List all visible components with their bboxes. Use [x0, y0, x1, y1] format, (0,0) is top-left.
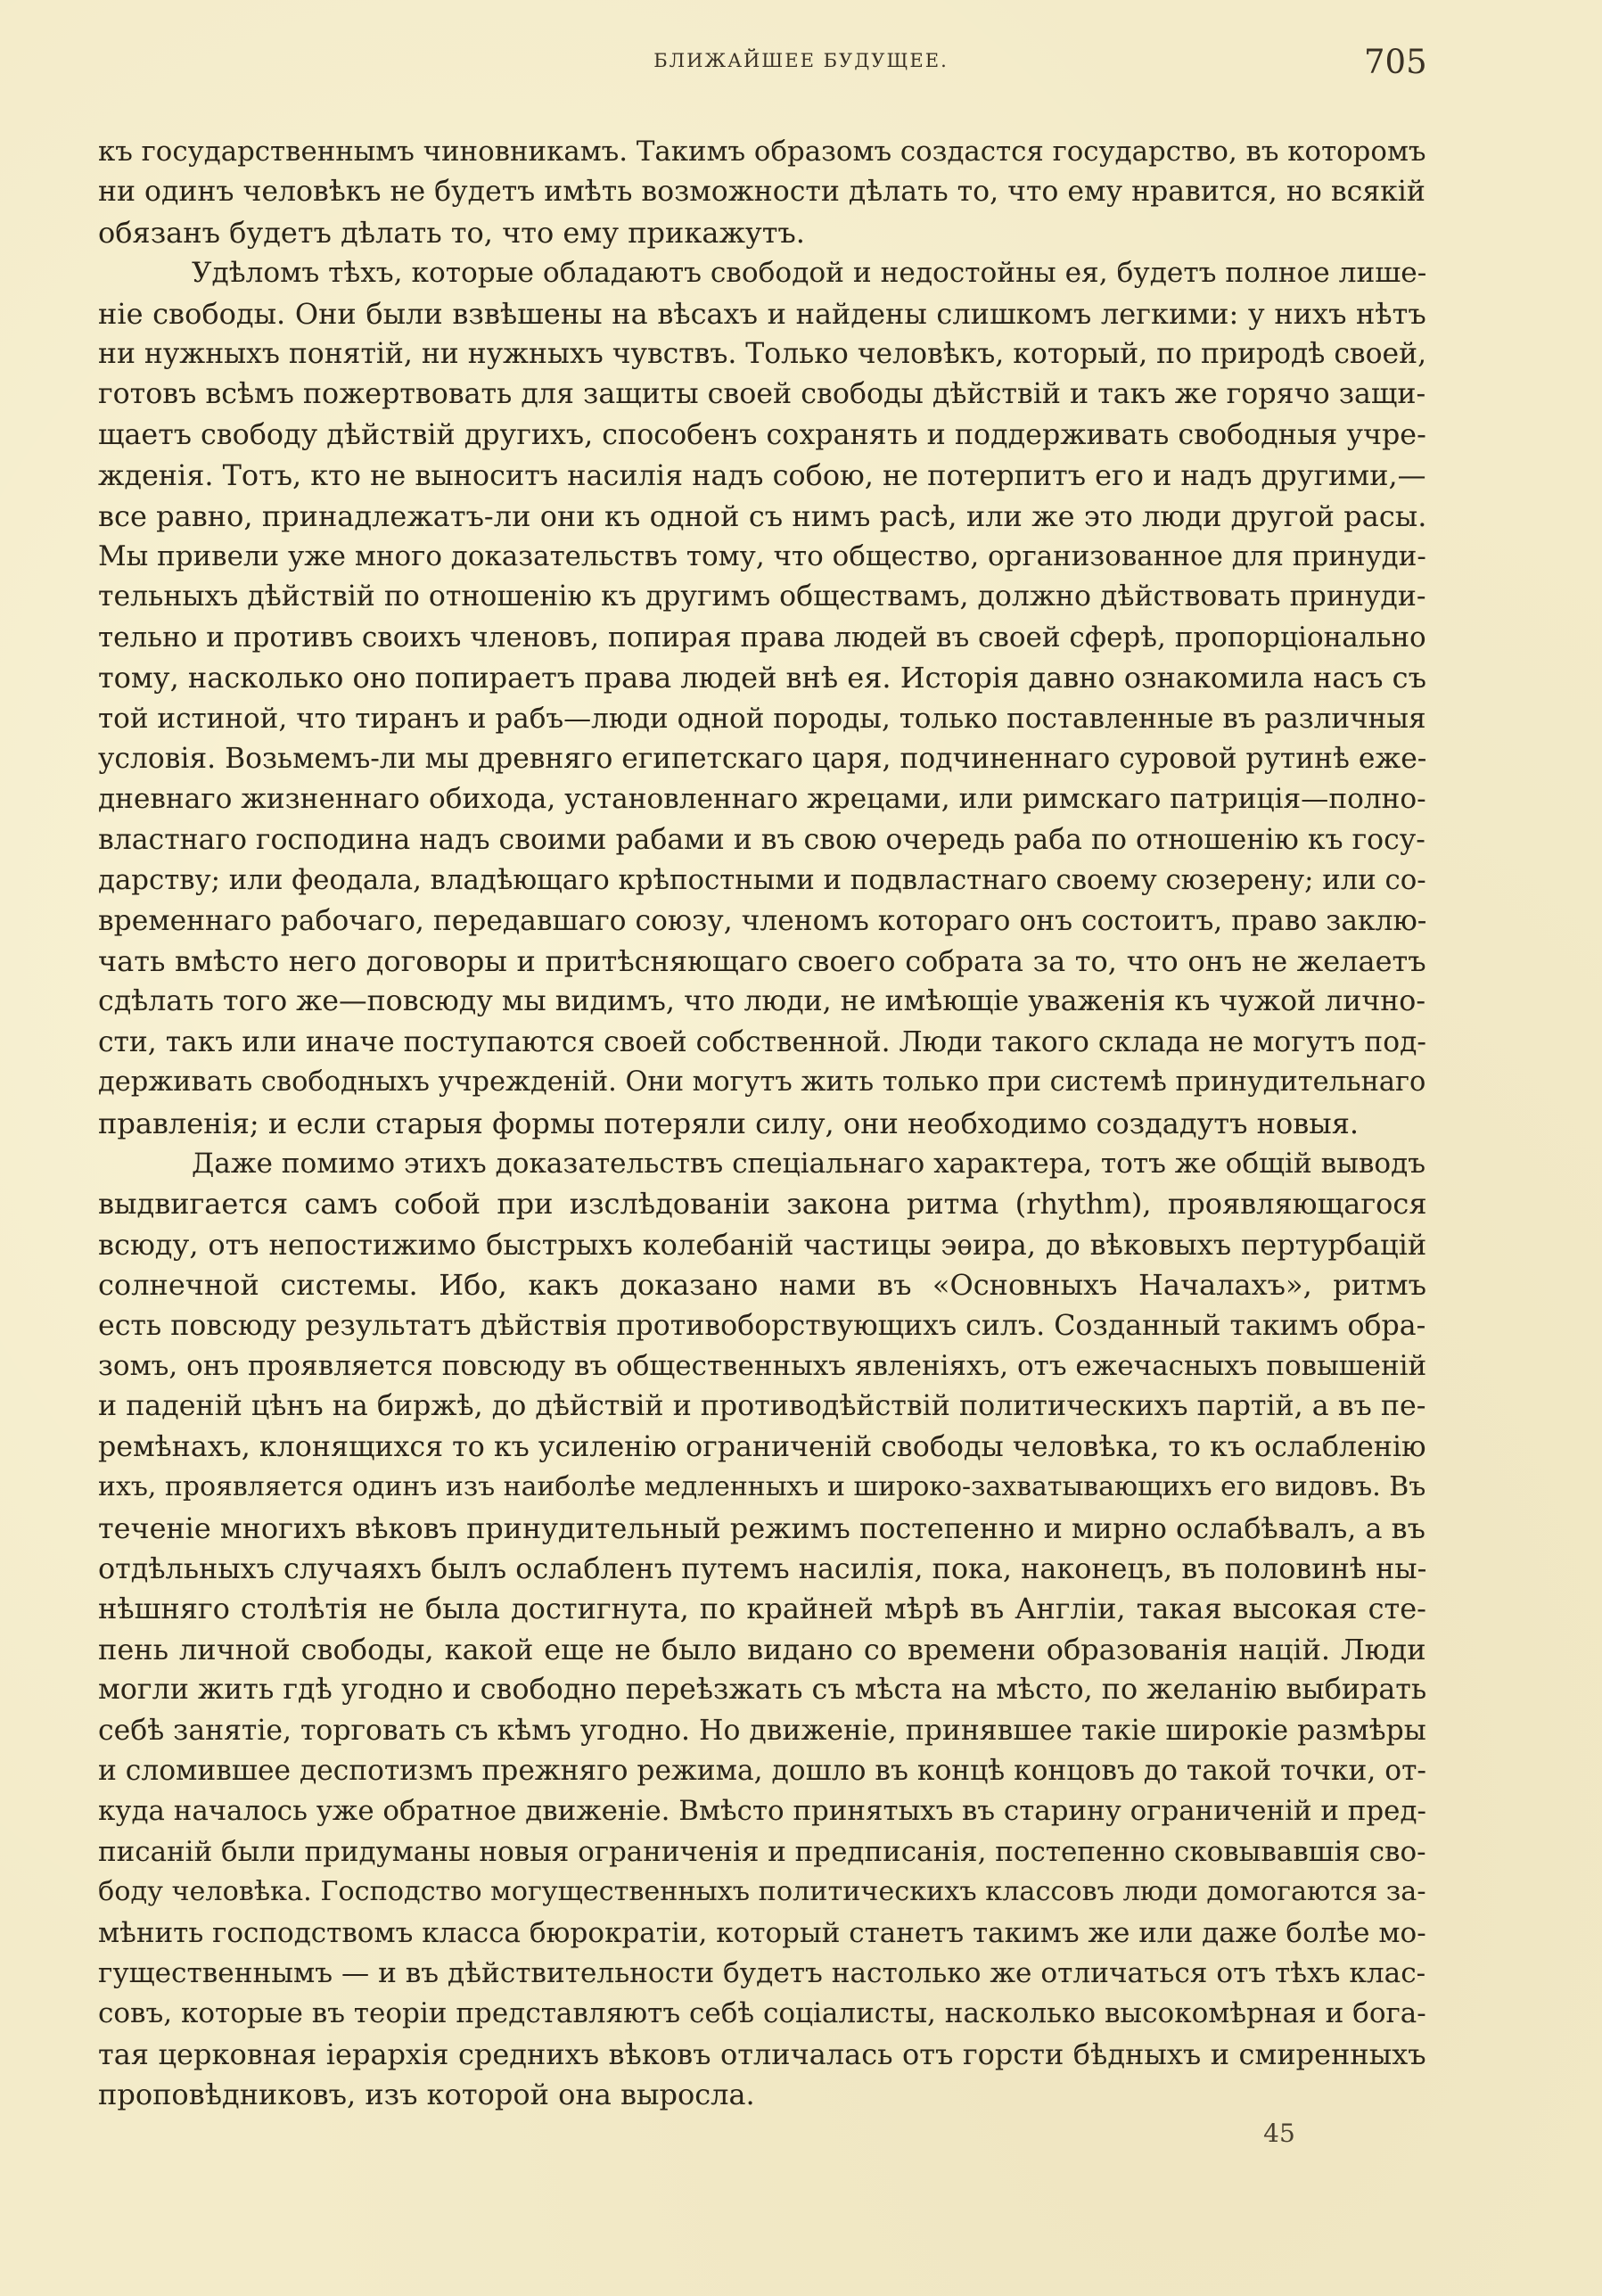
text-line: нѣшняго столѣтія не была достигнута, по крайней мѣрѣ въ Англіи, такая высокая сте- [98, 1592, 1426, 1626]
text-line: дневнаго жизненнаго обихода, установленнаго жрецами, или римскаго патриція—полно- [98, 783, 1426, 816]
text-line: правленія; и если старыя формы потеряли силу, они необходимо создадутъ новыя. [98, 1106, 1360, 1140]
text-line: есть повсюду результатъ дѣйствія противоборствующихъ силъ. Созданный такимъ обра- [98, 1309, 1426, 1342]
text-line: сти, такъ или иначе поступаются своей собственной. Люди такого склада не могутъ под- [98, 1025, 1426, 1058]
text-line: щаетъ свободу дѣйствій другихъ, способенъ сохранять и поддерживать свободныя учре- [98, 418, 1426, 451]
text-line: все равно, принадлежатъ-ли они къ одной съ нимъ расѣ, или же это люди другой расы. [98, 498, 1427, 533]
text-line: обязанъ будетъ дѣлать то, что ему прикажутъ. [98, 215, 805, 250]
text-line: Мы привели уже много доказательствъ тому, что общество, организованное для принуди- [98, 540, 1426, 572]
text-line: тельно и противъ своихъ членовъ, попирая права людей въ своей сферѣ, пропорціонально [98, 621, 1426, 654]
text-line: временнаго рабочаго, передавшаго союзу, членомъ котораго онъ состоитъ, право заклю- [98, 904, 1427, 937]
text-line: тому, насколько оно попираетъ права людей внѣ ея. Исторія давно ознакомила насъ съ [98, 661, 1426, 695]
text-line: чать вмѣсто него договоры и притѣсняющаго своего собрата за то, что онъ не желаетъ [98, 944, 1426, 978]
text-line: совъ, которые въ теоріи представляютъ себѣ соціалисты, насколько высокомѣрная и бога- [98, 1997, 1426, 2030]
text-line: могли жить гдѣ угодно и свободно переѣзжать съ мѣста на мѣсто, по желанію выбирать [98, 1673, 1427, 1707]
text-line: гущественнымъ — и въ дѣйствительности будетъ настолько же отличаться отъ тѣхъ клас- [98, 1957, 1426, 1989]
page-number: 705 [1364, 43, 1427, 81]
text-line: и паденій цѣнъ на биржѣ, до дѣйствій и противодѣйствій политическихъ партій, а въ пе- [98, 1390, 1426, 1423]
text-line: ніе свободы. Они были взвѣшены на вѣсахъ и найдены слишкомъ легкими: у нихъ нѣтъ [98, 296, 1426, 331]
text-line: зомъ, онъ проявляется повсюду въ общественныхъ явленіяхъ, отъ ежечасныхъ повышеній [98, 1350, 1427, 1382]
text-line: властнаго господина надъ своими рабами и въ свою очередь раба по отношенію къ госу- [98, 823, 1425, 856]
paragraph-first-line: Даже помимо этихъ доказательствъ спеціальнаго характера, тотъ же общій выводъ [192, 1148, 1426, 1180]
text-line: проповѣдниковъ, изъ которой она выросла. [98, 2078, 755, 2112]
text-line: тельныхъ дѣйствій по отношенію къ другимъ обществамъ, должно дѣйствовать принуди- [98, 580, 1426, 613]
text-line: къ государственнымъ чиновникамъ. Такимъ образомъ создастся государство, въ которомъ [98, 136, 1426, 168]
paragraph-first-line: Удѣломъ тѣхъ, которые обладаютъ свободой и недостойны ея, будетъ полное лише- [192, 257, 1427, 290]
text-line: ни одинъ человѣкъ не будетъ имѣть возможности дѣлать то, что ему нравится, но всякій [98, 176, 1425, 209]
running-title: БЛИЖАЙШЕЕ БУДУЩЕЕ. [653, 50, 949, 71]
text-line: держивать свободныхъ учрежденій. Они могутъ жить только при системѣ принудительнаго [98, 1066, 1426, 1099]
text-line: теченіе многихъ вѣковъ принудительный режимъ постепенно и мирно ослабѣвалъ, а въ [98, 1510, 1425, 1545]
signature-mark: 45 [1263, 2119, 1295, 2148]
text-line: ни нужныхъ понятій, ни нужныхъ чувствъ. Только человѣкъ, который, по природѣ своей, [98, 338, 1427, 370]
text-line: выдвигается самъ собой при изслѣдованіи закона ритма (rhythm), проявляющагося [98, 1187, 1427, 1222]
text-line: готовъ всѣмъ пожертвовать для защиты своей свободы дѣйствій и такъ же горячо защи- [98, 378, 1426, 411]
text-line: жденія. Тотъ, кто не выноситъ насилія надъ собою, не потерпитъ его и надъ другими,— [98, 458, 1426, 493]
text-line: куда началось уже обратное движеніе. Вмѣсто принятыхъ въ старину ограниченій и пред- [98, 1795, 1426, 1828]
text-line: всюду, отъ непостижимо быстрыхъ колебаній частицы эѳира, до вѣковыхъ пертурбацій [98, 1227, 1427, 1262]
text-line: и сломившее деспотизмъ прежняго режима, дошло въ концѣ концовъ до такой точки, от- [98, 1755, 1426, 1787]
text-line: отдѣльныхъ случаяхъ былъ ослабленъ путемъ насилія, пока, наконецъ, въ половинѣ ны- [98, 1551, 1427, 1585]
text-line: пень личной свободы, какой еще не было видано со времени образованія націй. Люди [98, 1632, 1426, 1666]
text-line: себѣ занятіе, торговать съ кѣмъ угодно. Но движеніе, принявшее такіе широкіе размѣры [98, 1714, 1426, 1747]
text-line: боду человѣка. Господство могущественныхъ политическихъ классовъ люди домогаются за- [98, 1876, 1426, 1908]
text-line: ихъ, проявляется одинъ изъ наиболѣе медленныхъ и широко-захватывающихъ его видовъ. Въ [98, 1471, 1426, 1503]
text-line: писаній были придуманы новыя ограниченія и предписанія, постепенно сковывавшія сво- [98, 1835, 1426, 1868]
text-line: мѣнить господствомъ класса бюрократіи, который станетъ такимъ же или даже болѣе мо- [98, 1916, 1426, 1949]
text-line: тая церковная іерархія среднихъ вѣковъ отличалась отъ горсти бѣдныхъ и смиренныхъ [98, 2037, 1426, 2071]
text-line: солнечной системы. Ибо, какъ доказано нами въ «Основныхъ Началахъ», ритмъ [98, 1268, 1427, 1303]
text-line: сдѣлать того же—повсюду мы видимъ, что люди, не имѣющіе уваженія къ чужой лично- [98, 985, 1426, 1018]
text-line: условія. Возьмемъ-ли мы древняго египетскаго царя, подчиненнаго суровой рутинѣ еже- [98, 743, 1427, 775]
text-line: той истиной, что тиранъ и рабъ—люди одной породы, только поставленные въ различныя [98, 702, 1426, 735]
text-line: дарству; или феодала, владѣющаго крѣпостными и подвластнаго своему сюзерену; или со- [98, 864, 1426, 897]
text-line: ремѣнахъ, клонящихся то къ усиленію ограниченій свободы человѣка, то къ ослабленію [98, 1430, 1426, 1463]
